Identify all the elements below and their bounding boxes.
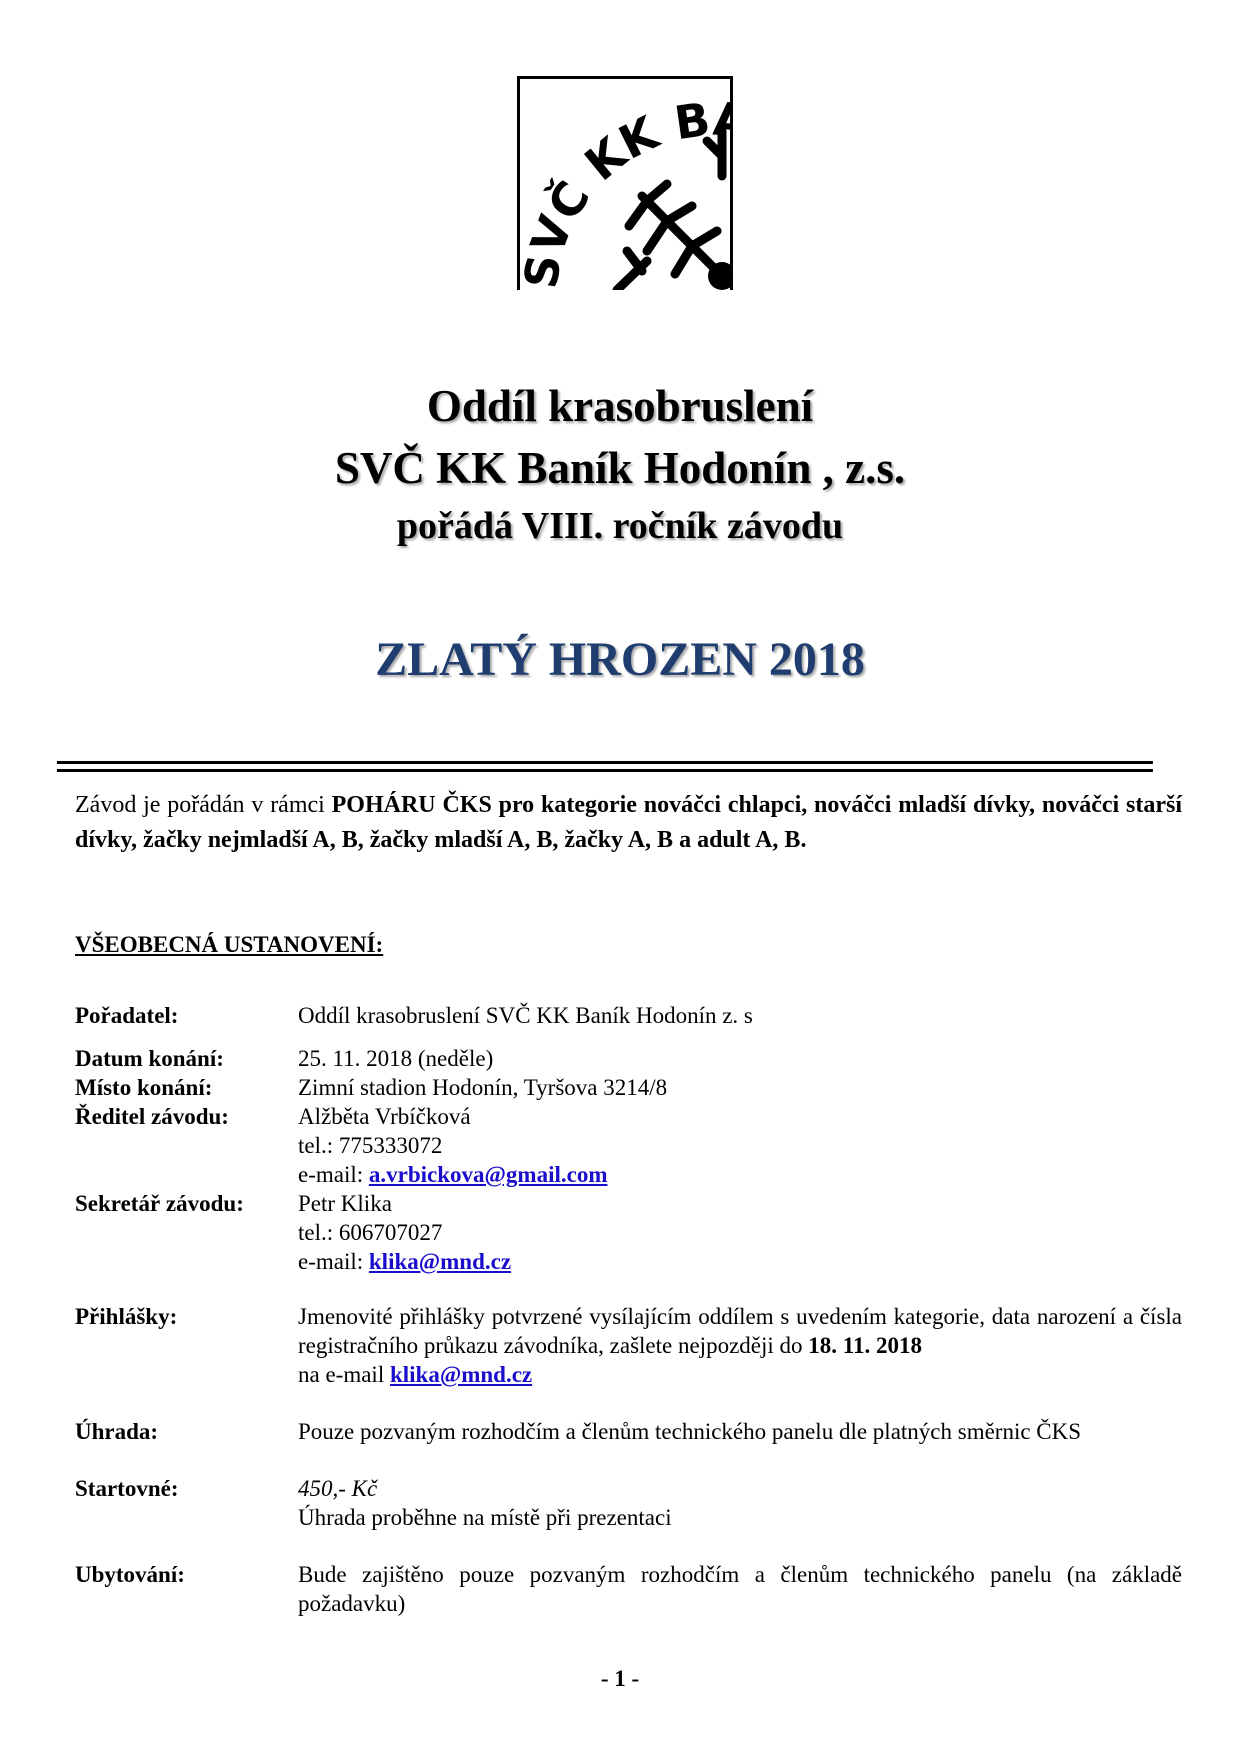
secretary-email-link[interactable]: klika@mnd.cz bbox=[368, 1249, 512, 1274]
club-logo bbox=[517, 76, 733, 290]
divider-line bbox=[57, 761, 1153, 764]
field-value: Bude zajištěno pouze pozvaným rozhodčím a členům technického panelu (na základě požadavku) bbox=[298, 1562, 1182, 1616]
event-title: ZLATÝ HROZEN 2018 bbox=[375, 633, 865, 686]
section-title: VŠEOBECNÁ USTANOVENÍ: bbox=[75, 932, 384, 957]
email-prefix: na e-mail bbox=[298, 1362, 390, 1387]
entry-fee-note: Úhrada proběhne na místě při prezentaci bbox=[298, 1505, 672, 1530]
director-name: Alžběta Vrbíčková bbox=[298, 1104, 471, 1129]
field-label: Datum konání: bbox=[75, 1046, 224, 1071]
intro-categories: POHÁRU ČKS pro kategorie nováčci chlapci, nováčci mladší dívky, nováčci starší dívky, žačky nejmladší A, B, žačky mladší A, B, žačky A, B a adult A, B. bbox=[75, 792, 1183, 853]
field-label: Úhrada: bbox=[75, 1419, 159, 1444]
page-number: - 1 - bbox=[600, 1666, 640, 1691]
club-name: SVČ KK Baník Hodonín , z.s. bbox=[334, 443, 906, 493]
director-phone: tel.: 775333072 bbox=[298, 1133, 443, 1158]
field-value: 25. 11. 2018 (neděle) bbox=[298, 1046, 494, 1071]
entry-fee-amount: 450,- Kč bbox=[298, 1476, 378, 1501]
field-label: Pořadatel: bbox=[75, 1003, 179, 1028]
field-label: Ředitel závodu: bbox=[75, 1104, 229, 1129]
field-label: Startovné: bbox=[75, 1476, 179, 1501]
email-prefix: e-mail: bbox=[298, 1162, 369, 1187]
email-prefix: e-mail: bbox=[298, 1249, 369, 1274]
field-label: Sekretář závodu: bbox=[75, 1191, 244, 1216]
field-label: Místo konání: bbox=[75, 1075, 213, 1100]
divider-line bbox=[57, 769, 1153, 772]
registration-text: Jmenovité přihlášky potvrzené vysílajícím oddílem s uvedením kategorie, data narození a čísla registračního průkazu závodníka, zašlete nejpozději do bbox=[298, 1304, 1182, 1358]
field-value: Pouze pozvaným rozhodčím a členům technického panelu dle platných směrnic ČKS bbox=[298, 1419, 1082, 1444]
field-label: Přihlášky: bbox=[75, 1304, 178, 1329]
registration-deadline: 18. 11. 2018 bbox=[808, 1333, 923, 1358]
registration-email-link[interactable]: klika@mnd.cz bbox=[389, 1362, 533, 1387]
intro-paragraph bbox=[75, 788, 1182, 858]
org-title: Oddíl krasobruslení bbox=[426, 381, 814, 431]
secretary-name: Petr Klika bbox=[298, 1191, 392, 1216]
organizes-line: pořádá VIII. ročník závodu bbox=[396, 505, 844, 547]
field-value: Zimní stadion Hodonín, Tyršova 3214/8 bbox=[298, 1075, 668, 1100]
intro-prefix: Závod je pořádán v rámci bbox=[75, 792, 332, 818]
field-label: Ubytování: bbox=[75, 1562, 185, 1587]
logo-text: SVČ KK B bbox=[517, 91, 714, 290]
field-value: Oddíl krasobruslení SVČ KK Baník Hodonín z. s bbox=[298, 1003, 753, 1028]
director-email-link[interactable]: a.vrbickova@gmail.com bbox=[368, 1162, 608, 1187]
secretary-phone: tel.: 606707027 bbox=[298, 1220, 443, 1245]
